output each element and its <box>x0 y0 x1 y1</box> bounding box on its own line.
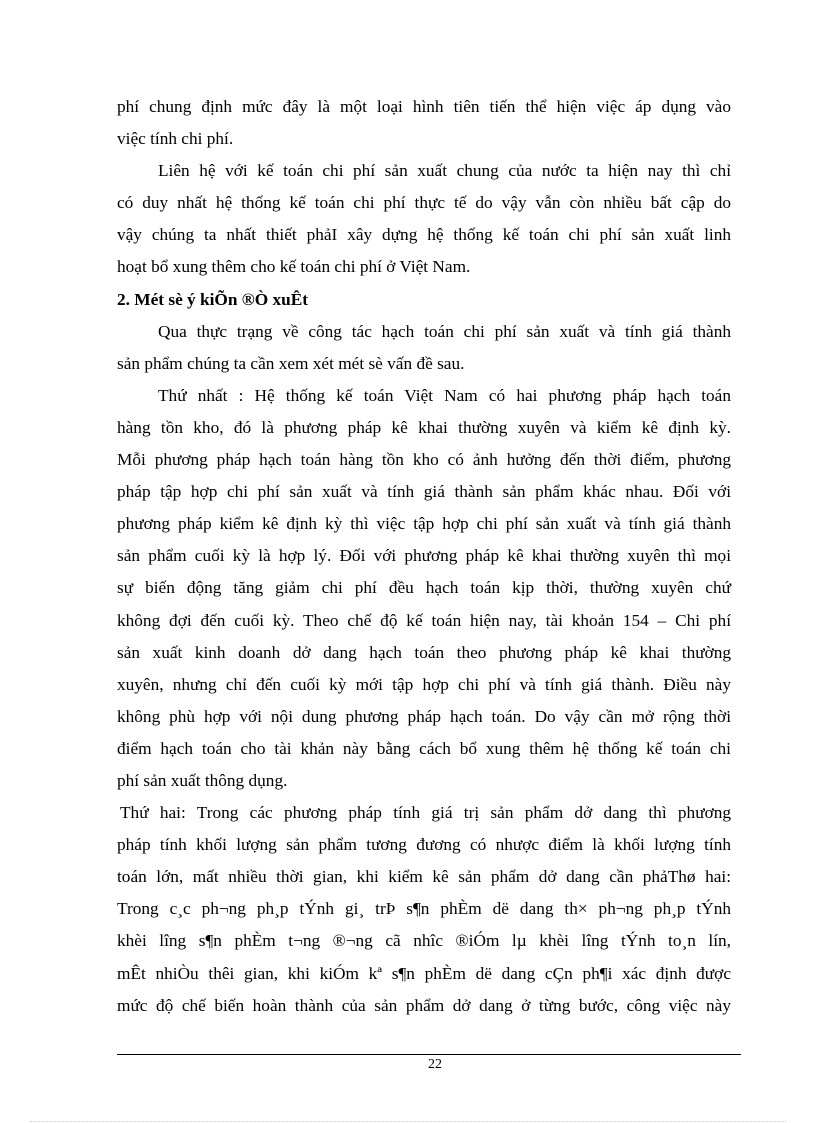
text-line: phương pháp kiểm kê định kỳ thì việc tập hợp chi phí sản xuất và tính giá thành <box>117 514 731 534</box>
text-line: việc tính chi phí. <box>117 129 234 149</box>
text-line: Mỗi phương pháp hạch toán hàng tồn kho có ảnh hưởng đến thời điểm, phương <box>117 450 731 470</box>
text-line: Thứ hai: Trong các phương pháp tính giá trị sản phẩm dở dang thì phương <box>120 803 731 823</box>
text-line: không phù hợp với nội dung phương pháp hạch toán. Do vậy cần mở rộng thời <box>117 706 731 726</box>
text-line: phí chung định mức đây là một loại hình tiên tiến thể hiện việc áp dụng vào <box>117 97 731 116</box>
text-line: có duy nhất hệ thống kế toán chi phí thực tế do vậy vẫn còn nhiều bất cập do <box>117 193 731 213</box>
text-line: hoạt bổ xung thêm cho kế toán chi phí ở Việt Nam. <box>117 257 471 277</box>
text-line: không đợi đến cuối kỳ. Theo chế độ kế toán hiện nay, tài khoản 154 – Chi phí <box>117 610 731 630</box>
section-heading: 2. Mét sè ý kiÕn ®Ò xuÊt <box>117 289 309 309</box>
text-line: mức độ chế biến hoàn thành của sản phẩm dở dang ở từng bước, công việc này <box>117 995 731 1015</box>
text-line: sản phẩm chúng ta cần xem xét mét sè vấn đề sau. <box>117 353 465 373</box>
text-line: khèi lîng s¶n phÈm t¬ng ®¬ng cã nhîc ®iÓm lµ khèi lîng tÝnh to¸n lín, <box>117 931 731 951</box>
footer-divider <box>117 1054 741 1055</box>
text-line: pháp tính khối lượng sản phẩm tương đương có nhược điểm là khối lượng tính <box>117 835 731 855</box>
text-line: sản xuất kinh doanh dở dang hạch toán theo phương pháp kê khai thường <box>117 642 731 662</box>
text-line: sản phẩm cuối kỳ là hợp lý. Đối với phương pháp kê khai thường xuyên thì mọi <box>117 546 731 566</box>
text-line: toán lớn, mất nhiều thời gian, khi kiểm kê sản phẩm dở dang cần phảThø hai: <box>117 867 731 887</box>
page-edge <box>30 1121 786 1122</box>
body-text <box>117 91 731 1022</box>
text-line: hàng tồn kho, đó là phương pháp kê khai thường xuyên và kiểm kê định kỳ. <box>117 417 731 437</box>
text-line: Thứ nhất : Hệ thống kế toán Việt Nam có hai phương pháp hạch toán <box>158 385 731 405</box>
text-line: sự biến động tăng giảm chi phí đều hạch toán kịp thời, thường xuyên chứ <box>117 578 731 598</box>
text-line: Qua thực trạng về công tác hạch toán chi phí sản xuất và tính giá thành <box>158 321 731 341</box>
text-line: vậy chúng ta nhất thiết phảI xây dựng hệ thống kế toán chi phí sản xuất linh <box>117 225 731 245</box>
text-line: Trong c¸c ph¬ng ph¸p tÝnh gi¸ trÞ s¶n phÈm dë dang th× ph¬ng ph¸p tÝnh <box>117 899 731 919</box>
text-line: mÊt nhiÒu thêi gian, khi kiÓm kª s¶n phÈm dë dang cÇn ph¶i xác định được <box>117 963 731 983</box>
page-number: 22 <box>428 1057 442 1072</box>
text-line: Liên hệ với kế toán chi phí sản xuất chung của nước ta hiện nay thì chỉ <box>158 161 731 181</box>
text-line: pháp tập hợp chi phí sản xuất và tính giá thành sản phẩm khác nhau. Đối với <box>117 482 731 502</box>
text-line: điểm hạch toán cho tài khản này bằng cách bổ xung thêm hệ thống kế toán chi <box>117 738 731 758</box>
text-line: xuyên, nhưng chỉ đến cuối kỳ mới tập hợp chi phí và tính giá thành. Điều này <box>117 674 731 694</box>
text-line: phí sản xuất thông dụng. <box>117 770 288 790</box>
